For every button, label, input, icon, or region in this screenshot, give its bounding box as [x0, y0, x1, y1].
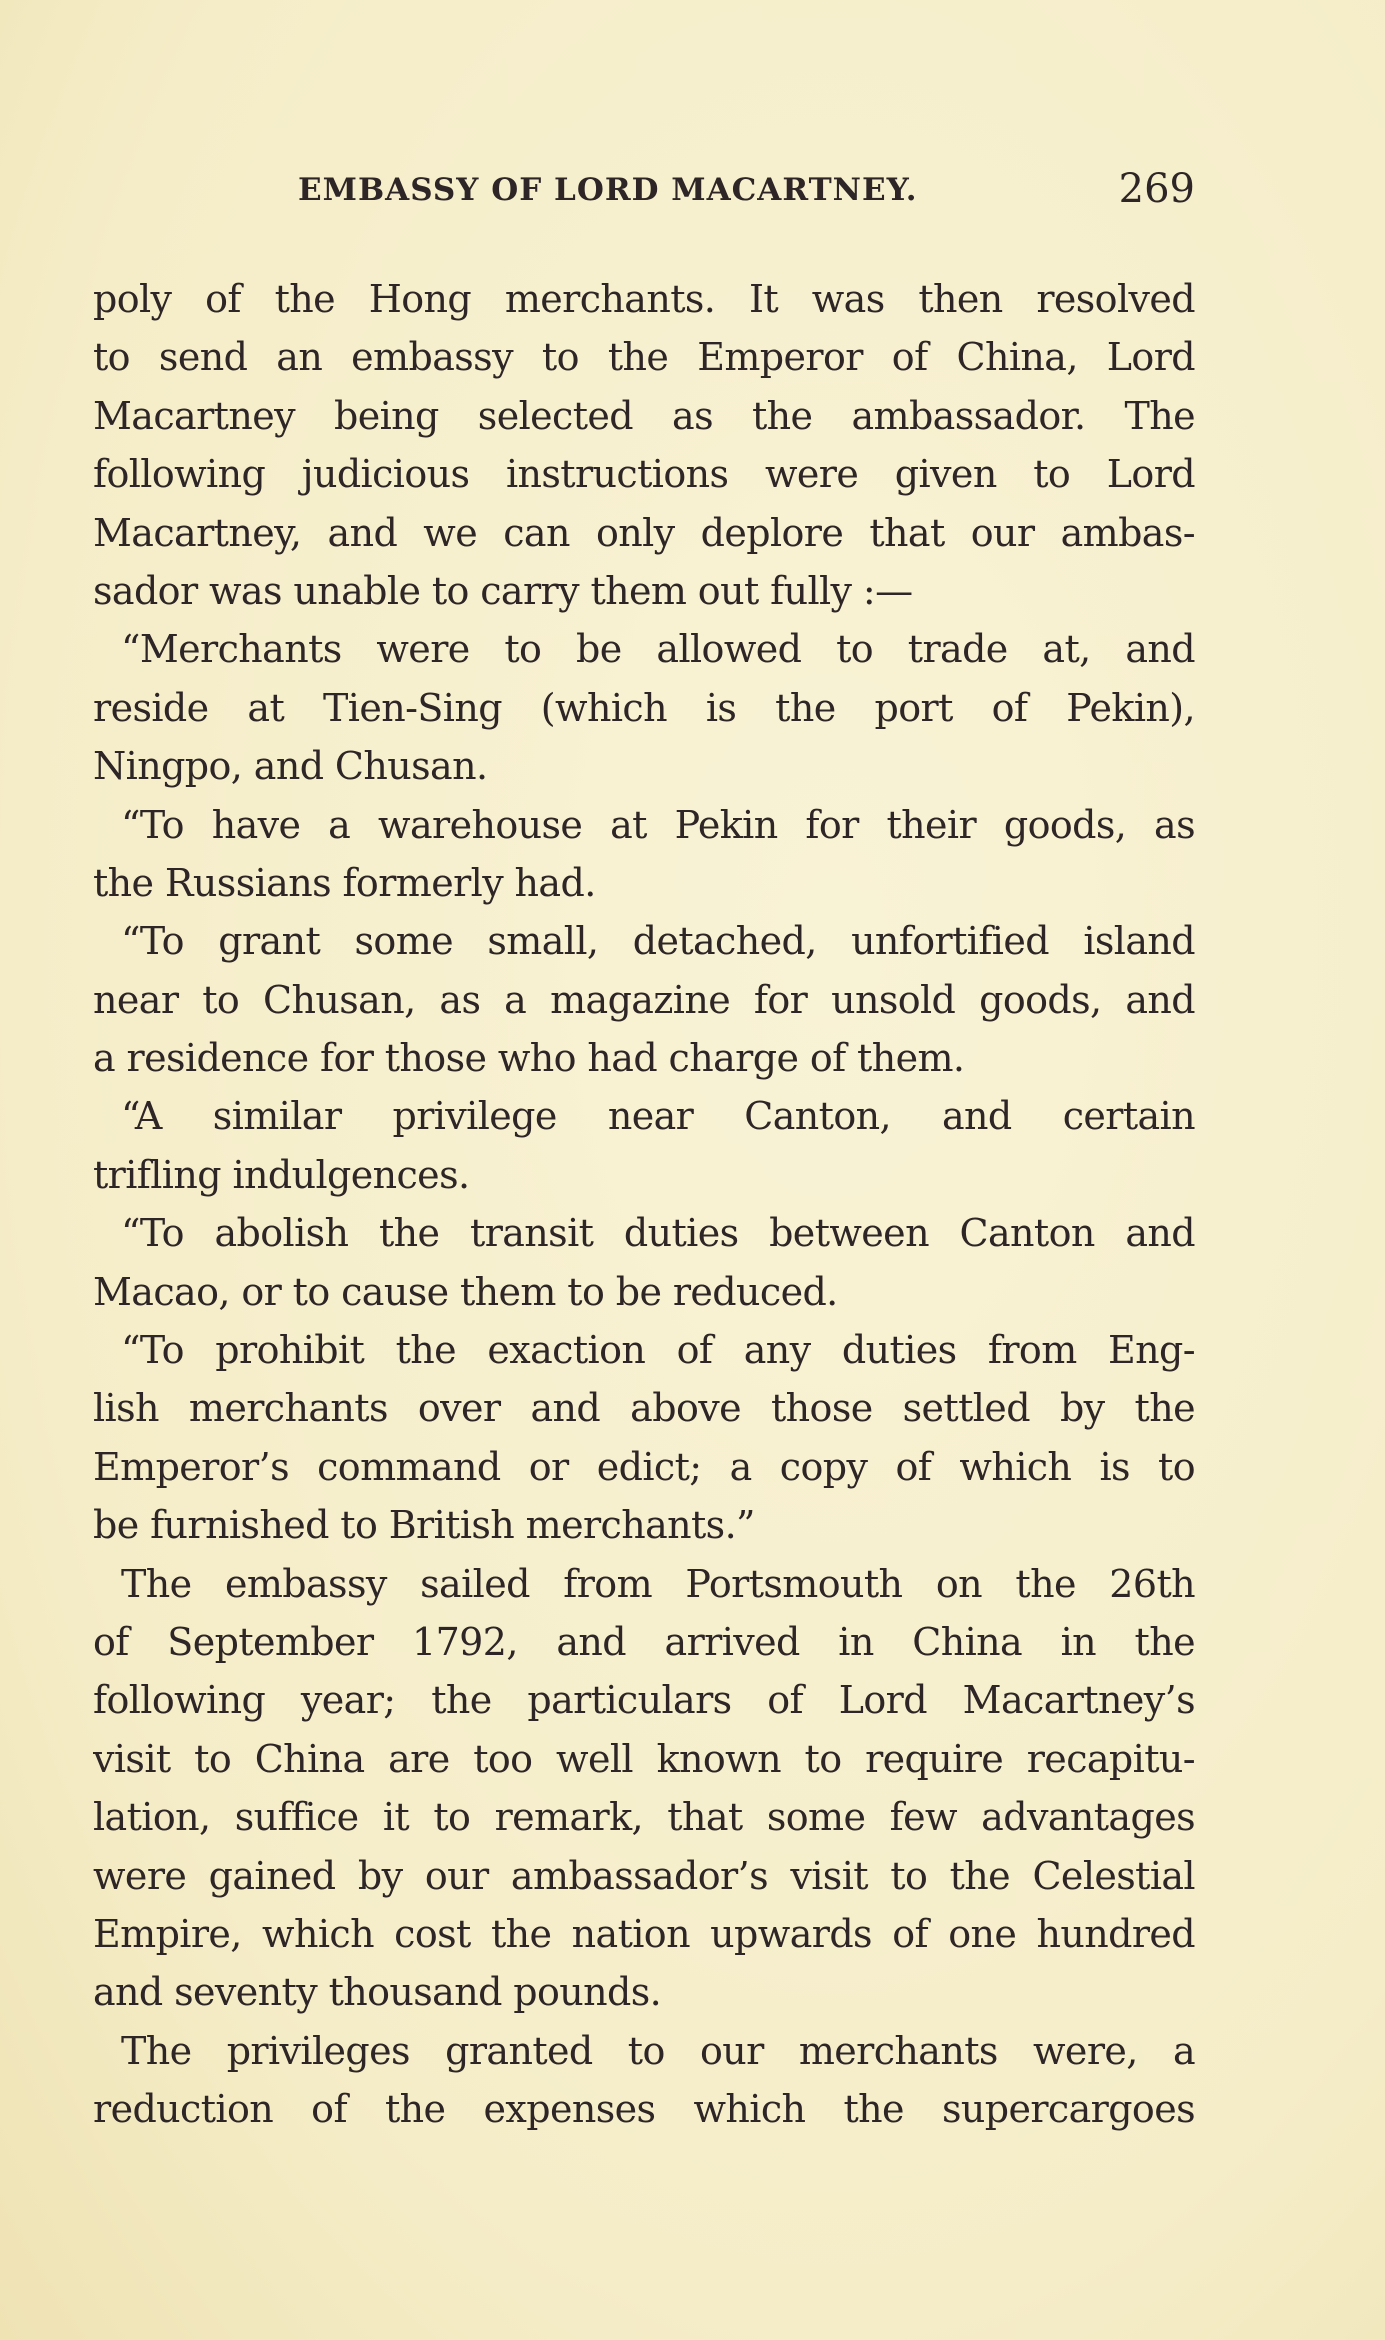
text-line: “To grant some small, detached, unfortified island: [121, 919, 1195, 964]
text-line: The privileges granted to our merchants were, a: [121, 2028, 1195, 2073]
text-line: to send an embassy to the Emperor of China, Lord: [93, 335, 1195, 380]
text-line: “A similar privilege near Canton, and certain: [121, 1094, 1195, 1139]
text-line: lation, suffice it to remark, that some few advantages: [93, 1795, 1195, 1840]
running-title: EMBASSY OF LORD MACARTNEY.: [298, 172, 918, 208]
text-line: The embassy sailed from Portsmouth on the 26th: [121, 1561, 1195, 1606]
text-line: reside at Tien-Sing (which is the port of Pekin),: [93, 685, 1195, 730]
text-line: “To abolish the transit duties between Canton and: [121, 1211, 1195, 1256]
text-line: be furnished to British merchants.”: [93, 1503, 755, 1548]
text-line: Emperor’s command or edict; a copy of which is to: [93, 1444, 1195, 1489]
text-line: and seventy thousand pounds.: [93, 1970, 662, 2015]
text-line: near to Chusan, as a magazine for unsold goods, and: [93, 977, 1195, 1022]
page-number: 269: [1118, 166, 1195, 212]
text-line: sador was unable to carry them out fully :—: [93, 568, 913, 613]
text-line: trifling indulgences.: [93, 1152, 470, 1197]
text-line: following year; the particulars of Lord Macartney’s: [93, 1678, 1195, 1723]
text-line: were gained by our ambassador’s visit to the Celestial: [93, 1853, 1195, 1898]
text-line: “To prohibit the exaction of any duties from Eng-: [121, 1328, 1195, 1373]
text-line: reduction of the expenses which the supercargoes: [93, 2087, 1195, 2132]
body-text: [93, 270, 1195, 2139]
text-line: the Russians formerly had.: [93, 860, 596, 905]
text-line: Macartney, and we can only deplore that our ambas-: [93, 510, 1195, 555]
page-header: [93, 166, 1195, 222]
text-line: lish merchants over and above those settled by the: [93, 1386, 1195, 1431]
text-line: Macartney being selected as the ambassador. The: [93, 393, 1195, 438]
text-line: Empire, which cost the nation upwards of one hundred: [93, 1911, 1195, 1956]
text-line: following judicious instructions were given to Lord: [93, 452, 1195, 497]
text-line: visit to China are too well known to require recapitu-: [93, 1736, 1195, 1781]
text-line: a residence for those who had charge of them.: [93, 1036, 965, 1081]
text-line: poly of the Hong merchants. It was then resolved: [93, 277, 1195, 321]
text-line: “Merchants were to be allowed to trade at, and: [121, 627, 1195, 672]
text-line: of September 1792, and arrived in China in the: [93, 1619, 1195, 1664]
text-line: Ningpo, and Chusan.: [93, 744, 488, 789]
text-line: Macao, or to cause them to be reduced.: [93, 1269, 838, 1314]
text-line: “To have a warehouse at Pekin for their goods, as: [121, 802, 1195, 847]
